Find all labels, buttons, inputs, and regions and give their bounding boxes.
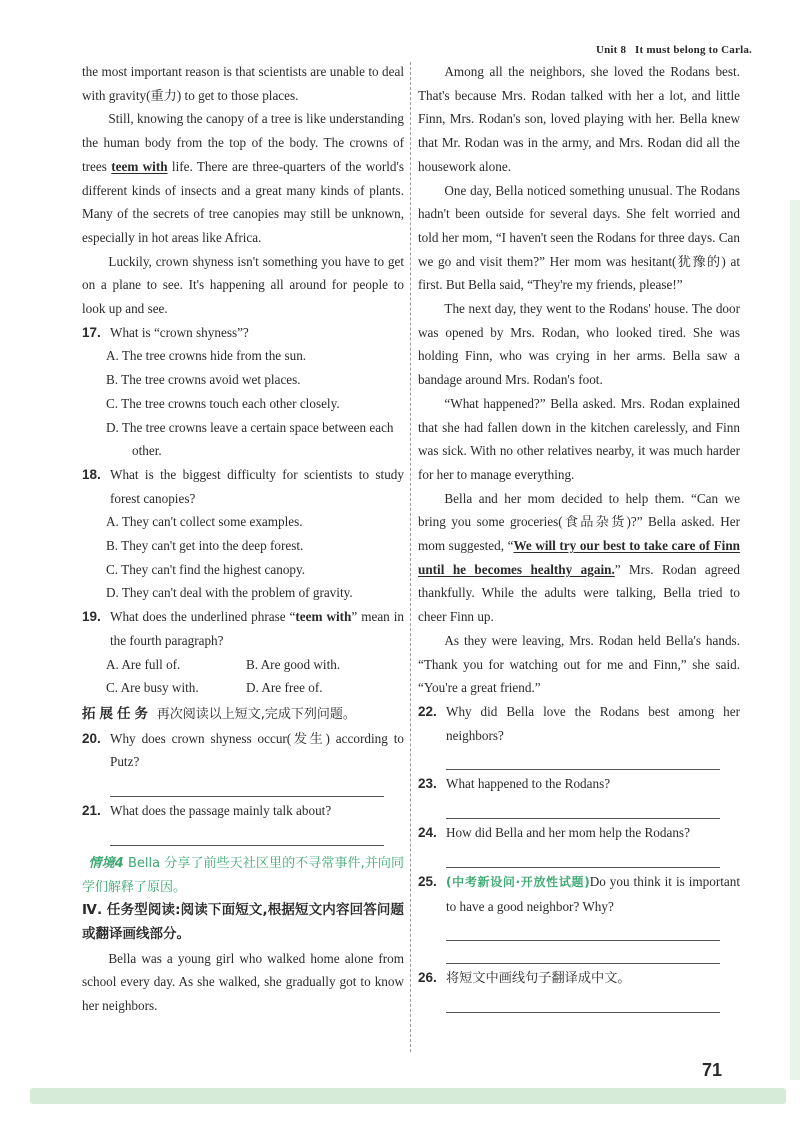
question-number: 21. (82, 803, 101, 819)
question-21 (82, 799, 404, 823)
paragraph: The next day, they went to the Rodans' house. The door was opened by Mrs. Rodan, who looked tired. She was holding Finn, who was crying in her arms. Bella saw a bandage around Mrs. Rodan's foot. (418, 301, 740, 388)
question-26 (418, 966, 740, 990)
scenario-text: Bella 分享了前些天社区里的不寻常事件,并向同学们解释了原因。 (82, 855, 405, 895)
answer-line[interactable] (446, 918, 720, 941)
task-heading: Ⅳ. 任务型阅读:阅读下面短文,根据短文内容回答问题或翻译画线部分。 (82, 902, 404, 942)
question-number: 20. (82, 730, 101, 746)
question-number: 26. (418, 970, 437, 986)
text: ” Mrs. Rodan agreed thankfully. While the adults were talking, Bella tried to cheer Finn up. (418, 561, 741, 625)
underlined-sentence: We will try our best to take care of Finn until he becomes healthy again. (418, 538, 740, 577)
text: Still, knowing the canopy of a tree is like understanding the human body from the top of the body. The crowns of trees (82, 111, 404, 174)
question-text: What is “crown shyness”? (110, 324, 249, 340)
scenario-label: 情境4 (88, 855, 124, 871)
question-text: What happened to the Rodans? (446, 776, 611, 792)
page-number: 71 (701, 1060, 722, 1080)
question-number: 23. (418, 776, 437, 792)
question-number: 18. (82, 466, 101, 482)
question-19 (82, 605, 404, 652)
option[interactable]: C. They can't find the highest canopy. (106, 561, 306, 577)
paragraph: the most important reason is that scientists are unable to deal with gravity(重力) to get to those places. (82, 64, 404, 103)
option[interactable]: A. They can't collect some examples. (106, 514, 303, 530)
question-number: 19. (82, 609, 101, 625)
question-23 (418, 772, 740, 796)
text: Bella and her mom decided to help them. “Can we bring you some groceries(食品杂货)?” Bella asked. Her mom suggested, “ (418, 490, 740, 554)
running-header (596, 44, 752, 56)
question-20 (82, 727, 404, 774)
unit-title: It must belong to Carla. (635, 44, 752, 56)
phrase: teem with (295, 609, 352, 625)
column-divider (410, 62, 411, 1052)
footer-band (30, 1088, 786, 1104)
question-number: 24. (418, 825, 437, 841)
paragraph (82, 107, 404, 249)
question-text (110, 605, 404, 652)
question-22 (418, 700, 740, 747)
paragraph: Luckily, crown shyness isn't something you have to get on a plane to see. It's happening all around for people to look up and see. (82, 253, 404, 317)
scenario-intro (82, 852, 404, 899)
unit-label: Unit 8 (595, 44, 627, 56)
option[interactable]: A. Are full of. (106, 656, 181, 672)
question-text (446, 870, 740, 918)
extension-task-title: 拓展任务 (82, 705, 152, 722)
text: ” mean in the fourth paragraph? (110, 609, 404, 648)
question-text: 将短文中画线句子翻译成中文。 (446, 970, 631, 986)
paragraph: As they were leaving, Mrs. Rodan held Bella's hands. “Thank you for watching out for me and Finn,” she said. “You're a great friend.” (418, 632, 740, 696)
question-text: What does the passage mainly talk about? (110, 803, 332, 819)
answer-line[interactable] (446, 941, 720, 964)
option[interactable]: D. The tree crowns leave a certain space between each other. (106, 419, 394, 459)
paragraph: Among all the neighbors, she loved the Rodans best. That's because Mrs. Rodan talked with her a lot, and little Finn, Mrs. Rodan's son, loved playing with her. Bella knew that Mr. Rodan was in the army, and Mrs. Rodan did all the housework alone. (418, 64, 740, 174)
option[interactable]: B. Are good with. (246, 656, 341, 672)
option[interactable]: B. They can't get into the deep forest. (106, 538, 304, 554)
extension-task-instruction: 再次阅读以上短文,完成下列问题。 (156, 706, 356, 722)
paragraph (418, 487, 740, 629)
text: life. There are three-quarters of the world's different kinds of insects and a great many kinds of plants. Many of the secrets of tree canopies may still be unknown, especially in hot areas like Africa. (82, 158, 404, 245)
option[interactable]: C. The tree crowns touch each other closely. (106, 395, 340, 411)
question-number: 17. (82, 324, 101, 340)
answer-line[interactable] (446, 796, 720, 819)
decorative-side-band (790, 200, 800, 1080)
underlined-phrase: teem with (111, 158, 168, 174)
paragraph: One day, Bella noticed something unusual. The Rodans hadn't been outside for several days. She felt worried and told her mom, “I haven't seen the Rodans for three days. Can we go and visit them?” Her mom was hesitant(犹豫的) at first. But Bella said, “They're my friends, please!” (418, 182, 740, 293)
question-number: 25. (418, 873, 437, 889)
question-text: Why does crown shyness occur(发生) according to Putz? (110, 730, 404, 770)
question-text: What is the biggest difficulty for scientists to study forest canopies? (110, 466, 404, 506)
answer-line[interactable] (110, 823, 384, 846)
question-tag: (中考新设问·开放性试题) (446, 874, 590, 889)
left-column (82, 60, 404, 1018)
option[interactable]: A. The tree crowns hide from the sun. (106, 348, 307, 364)
option[interactable]: D. Are free of. (246, 680, 323, 696)
option[interactable]: D. They can't deal with the problem of gravity. (106, 585, 353, 601)
question-18 (82, 463, 404, 510)
option-row (82, 676, 404, 700)
text: What does the underlined phrase “ (110, 609, 296, 625)
question-24 (418, 821, 740, 845)
right-column (418, 60, 740, 1013)
answer-line[interactable] (446, 990, 720, 1013)
option-row (82, 653, 404, 677)
option[interactable]: C. Are busy with. (106, 680, 199, 696)
option[interactable]: B. The tree crowns avoid wet places. (106, 372, 301, 388)
question-text: How did Bella and her mom help the Rodans? (446, 825, 690, 841)
answer-line[interactable] (446, 747, 720, 770)
extension-task-heading (82, 703, 404, 727)
question-25 (418, 870, 740, 918)
text: Do you think it is important to have a good neighbor? Why? (446, 873, 740, 914)
paragraph: “What happened?” Bella asked. Mrs. Rodan explained that she had fallen down in the kitchen carelessly, and Finn was sick. With no other relatives nearby, it was much harder for her to manage everything. (418, 395, 740, 482)
question-number: 22. (418, 703, 437, 719)
paragraph: Bella was a young girl who walked home alone from school every day. As she walked, she gradually got to know her neighbors. (82, 950, 404, 1014)
question-text: Why did Bella love the Rodans best among her neighbors? (446, 703, 740, 743)
answer-line[interactable] (446, 845, 720, 868)
answer-line[interactable] (110, 774, 384, 797)
question-17 (82, 321, 404, 345)
